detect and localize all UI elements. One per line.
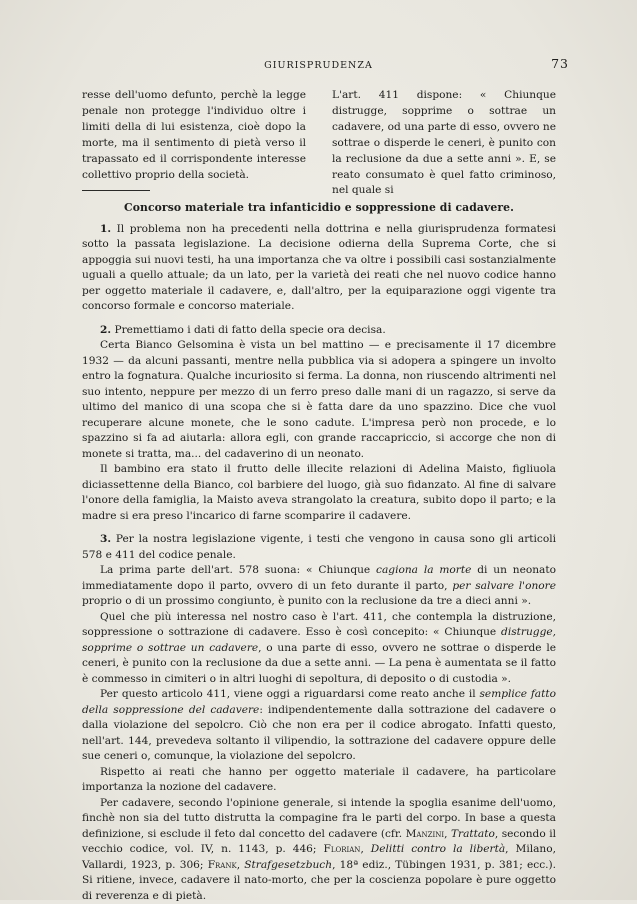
paragraph-3d	[82, 687, 556, 765]
page-number: 73	[551, 56, 569, 71]
author-name: Florian	[323, 843, 360, 855]
book-title: Strafgesetzbuch	[244, 859, 332, 871]
paragraph-3e: Rispetto ai reati che hanno per oggetto materiale il cadavere, ha particolare importanza la nozione del cadavere.	[82, 765, 556, 796]
left-column-text: resse dell'uomo defunto, perchè la legge penale non protegge l'individuo oltre i limiti della di lui esistenza, cioè dopo la morte, ma il sentimento di pietà verso il trapassato ed il corrispondente interesse collettivo proprio della società.	[82, 88, 306, 183]
running-title: GIURISPRUDENZA	[82, 60, 555, 71]
book-title: Trattato	[451, 828, 495, 840]
article-section	[82, 200, 556, 904]
paragraph-3f	[82, 796, 556, 904]
italic-run: semplice fatto della soppressione del cadavere	[82, 688, 556, 716]
text-run: di un neonato immediatamente dopo il parto, ovvero di un feto durante il parto,	[82, 564, 556, 592]
author-name: Frank	[208, 859, 237, 871]
paragraph-2b: Certa Bianco Gelsomina è vista un bel mattino — e precisamente il 17 dicembre 1932 — da alcuni passanti, mentre nella pubblica via si adopera a spingere un involto entro la fognatura. Qualche incuriosito si ferma. La donna, non riuscendo altrimenti nel suo intento, neppure per mezzo di un ferro preso dalle mani di un ragazzo, si serve da ultimo del manico di una scopa che si è fatta dare da uno spazzino. Dice che vuol recuperare alcune monete, che le sono cadute. L'impresa però non procede, e lo spazzino si fa ad aiutarla: allora egli, con grande raccapriccio, si accorge che non di monete si tratta, ma... del cadaverino di un neonato.	[82, 338, 556, 462]
italic-run: distrugge, sopprime o sottrae un cadavere	[82, 626, 556, 654]
italic-run: per salvare l'onore	[452, 580, 556, 592]
text-run: Per questo articolo 411, viene oggi a riguardarsi come reato anche il	[100, 688, 480, 700]
italic-run: cagiona la morte	[376, 564, 471, 576]
text-run: , secondo il vecchio codice, vol. IV, n. 1143, p. 446;	[82, 828, 556, 856]
text-run: , Milano, Vallardi, 1923, p. 306;	[82, 843, 556, 871]
text-run: proprio o di un prossimo congiunto, è punito con la reclusione da tre a dieci anni ».	[82, 595, 531, 607]
paragraph-3	[82, 532, 556, 563]
left-column	[82, 88, 306, 199]
paragraph-text: Premettiamo i dati di fatto della specie ora decisa.	[114, 324, 385, 336]
text-run: , 18ª ediz., Tübingen 1931, p. 381; ecc.). Si ritiene, invece, cadavere il nato-morto, che per la coscienza popolare è pure oggetto di reverenza e di pietà.	[82, 859, 556, 902]
paragraph-number: 2.	[100, 324, 111, 336]
text-run: ,	[444, 828, 451, 840]
paragraph-3c	[82, 610, 556, 688]
right-column	[332, 88, 556, 199]
text-run: Per cadavere, secondo l'opinione generale, si intende la spoglia esanime dell'uomo, finchè non sia del tutto distrutta la compagine fra le parti del corpo. In base a questa definizione, si esclude il feto dal concetto del cadavere (cfr.	[82, 797, 556, 840]
text-run: : indipendentemente dalla sottrazione del cadavere o dalla violazione del sepolcro. Ciò che non era per il codice abrogato. Infatti questo, nell'art. 144, prevedeva soltanto il vilipendio, la sottrazione del cadavere oppure delle sue ceneri o, comunque, la violazione del sepolcro.	[82, 704, 556, 763]
paragraph-number: 1.	[100, 223, 111, 235]
text-run: La prima parte dell'art. 578 suona: « Chiunque	[100, 564, 376, 576]
paragraph-text: Il problema non ha precedenti nella dottrina e nella giurisprudenza formatesi sotto la passata legislazione. La decisione odierna della Suprema Corte, che si appoggia sui nuovi testi, ha una importanza che va oltre i possibili casi sostanzialmente uguali a quello attuale; da un lato, per la varietà dei reati che nel nuovo codice hanno per oggetto materiale il cadavere, e, dall'altro, per la equiparazione oggi vigente tra concorso formale e concorso materiale.	[82, 223, 556, 313]
author-name: Manzini	[406, 828, 445, 840]
paragraph-2c: Il bambino era stato il frutto delle illecite relazioni di Adelina Maisto, figliuola diciassettenne della Bianco, col barbiere del luogo, già suo fidanzato. Al fine di salvare l'onore della famiglia, la Maisto aveva strangolato la creatura, subito dopo il parto; e la madre si era preso l'incarico di farne scomparire il cadavere.	[82, 462, 556, 524]
paragraph-3b	[82, 563, 556, 610]
book-title: Delitti contro la libertà	[371, 843, 505, 855]
paragraph-number: 3.	[100, 533, 111, 545]
paragraph-1	[82, 222, 556, 315]
text-run: , o una parte di esso, ovvero ne sottrae o disperde le ceneri, è punito con la reclusione da due a sette anni. — La pena è aumentata se il fatto è commesso in cimiteri o in altri luoghi di sepoltura, di deposito o di custodia ».	[82, 642, 556, 685]
right-column-text: L'art. 411 dispone: « Chiunque distrugge, sopprime o sottrae un cadavere, od una parte di esso, ovvero ne sottrae o disperde le ceneri, è punito con la reclusione da due a sette anni ». E, se reato consumato è quel fatto criminoso, nel quale si	[332, 88, 556, 199]
two-column-text	[82, 88, 556, 199]
column-end-rule	[82, 190, 150, 191]
paragraph-2	[82, 323, 556, 339]
text-run: ,	[360, 843, 370, 855]
section-heading: Concorso materiale tra infanticidio e soppressione di cadavere.	[82, 200, 556, 216]
text-run: ,	[237, 859, 245, 871]
page-header	[82, 58, 555, 74]
paragraph-text: Per la nostra legislazione vigente, i testi che vengono in causa sono gli articoli 578 e 411 del codice penale.	[82, 533, 556, 561]
text-run: Quel che più interessa nel nostro caso è l'art. 411, che contempla la distruzione, soppressione o sottrazione di cadavere. Esso è così concepito: « Chiunque	[82, 611, 556, 639]
